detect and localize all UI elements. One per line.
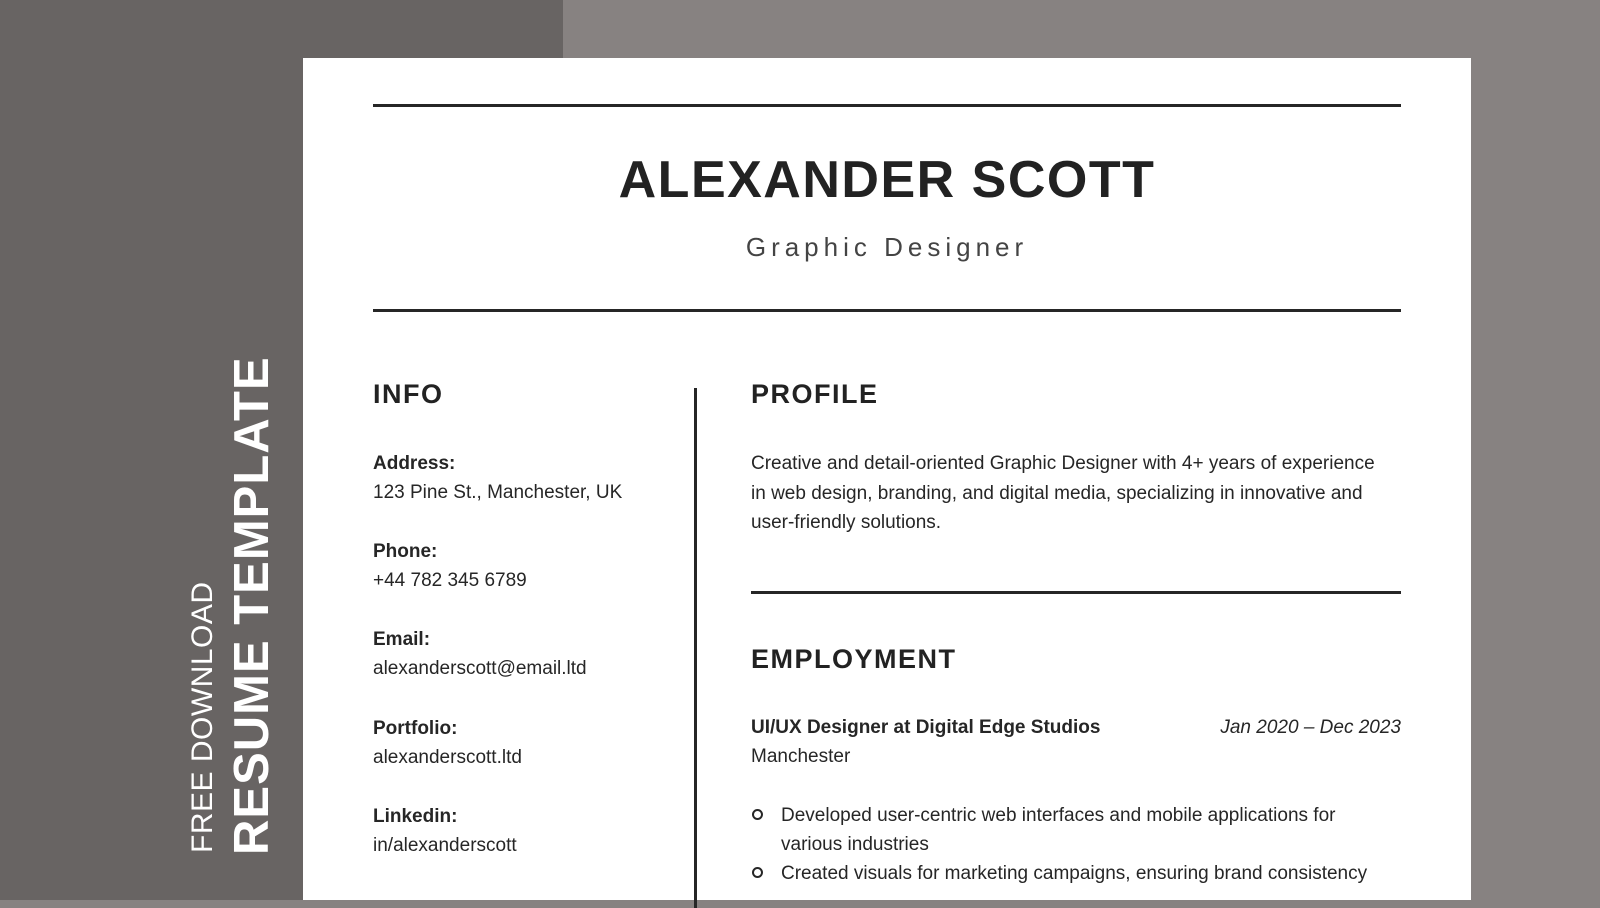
info-linkedin-value: in/alexanderscott	[373, 835, 517, 856]
info-email-label: Email:	[373, 629, 431, 650]
info-linkedin	[373, 802, 693, 860]
bullet-circle-icon	[752, 867, 763, 878]
top-rule	[373, 104, 1401, 107]
side-banner-line1: FREE DOWNLOAD	[186, 581, 219, 853]
side-banner	[185, 356, 278, 855]
info-section-title: INFO	[373, 379, 444, 409]
job-dates: Jan 2020 – Dec 2023	[1220, 717, 1401, 738]
info-phone-value: +44 782 345 6789	[373, 570, 527, 591]
resume-name: ALEXANDER SCOTT	[618, 151, 1156, 209]
job-bullet-text: Developed user-centric web interfaces and mobile applications for various industries	[781, 805, 1336, 855]
profile-bottom-rule	[751, 591, 1401, 594]
job-title: UI/UX Designer at Digital Edge Studios	[751, 717, 1101, 738]
info-address-value: 123 Pine St., Manchester, UK	[373, 482, 623, 503]
info-address-label: Address:	[373, 453, 456, 474]
job-bullet-list	[751, 801, 1401, 888]
info-phone	[373, 537, 693, 595]
info-portfolio	[373, 714, 693, 772]
bullet-circle-icon	[752, 809, 763, 820]
job-bullet	[751, 801, 1401, 859]
resume-page	[303, 58, 1471, 900]
profile-text: Creative and detail-oriented Graphic Designer with 4+ years of experience in web design, branding, and digital media, specializing in innovative and user-friendly solutions.	[751, 453, 1375, 533]
employment-section-title: EMPLOYMENT	[751, 644, 957, 674]
info-phone-label: Phone:	[373, 541, 438, 562]
info-portfolio-label: Portfolio:	[373, 718, 458, 739]
profile-section-title: PROFILE	[751, 379, 879, 409]
resume-role: Graphic Designer	[745, 232, 1029, 262]
info-linkedin-label: Linkedin:	[373, 806, 458, 827]
info-email-value: alexanderscott@email.ltd	[373, 658, 587, 679]
job-bullet	[751, 859, 1401, 888]
side-banner-line2: RESUME TEMPLATE	[225, 356, 279, 855]
column-divider	[694, 388, 697, 908]
job-bullet-text: Created visuals for marketing campaigns, ensuring brand consistency	[781, 863, 1368, 884]
header-bottom-rule	[373, 309, 1401, 312]
info-address	[373, 449, 693, 507]
info-email	[373, 625, 693, 683]
info-portfolio-value: alexanderscott.ltd	[373, 747, 522, 768]
job-location: Manchester	[751, 746, 851, 767]
